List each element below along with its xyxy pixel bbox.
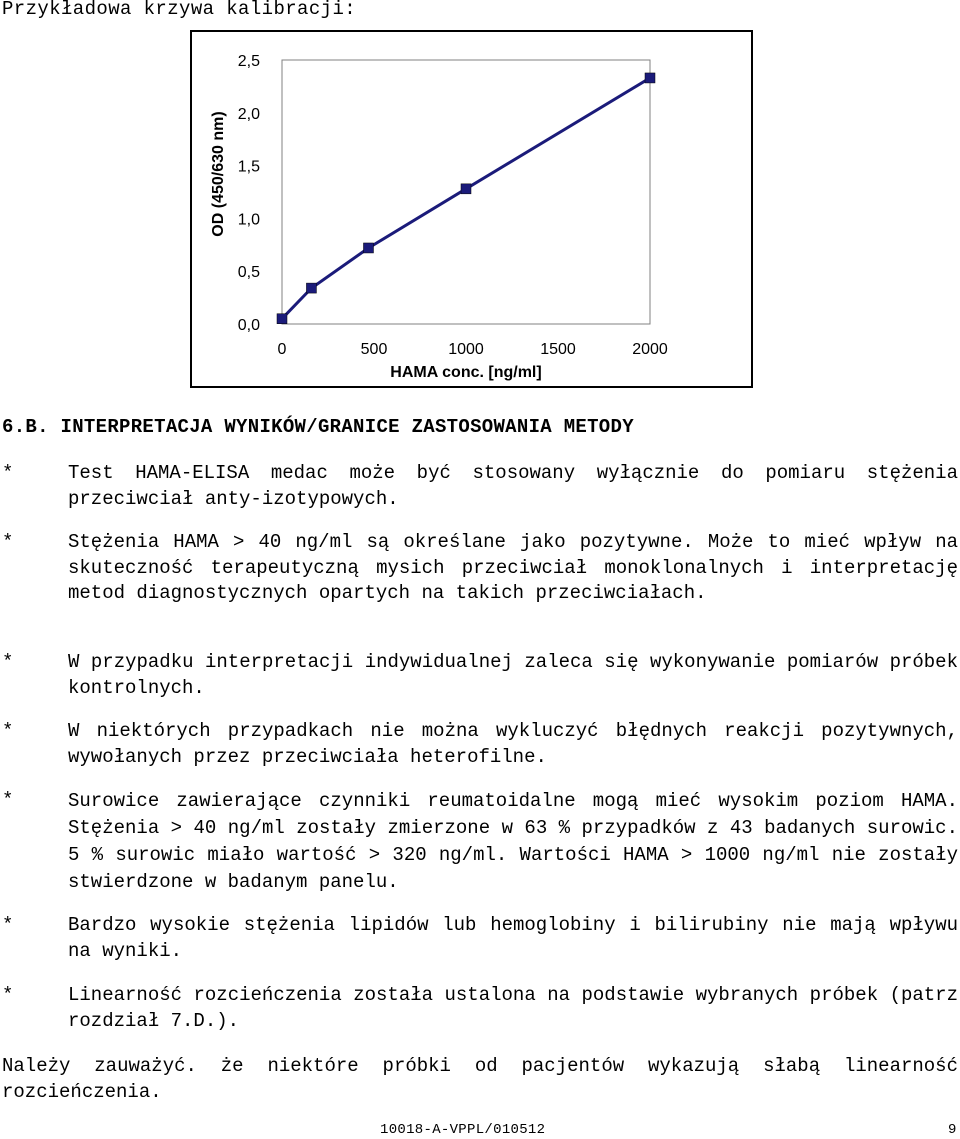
x-tick-label: 500 <box>360 341 388 358</box>
data-point-marker <box>461 184 471 194</box>
bullet-marker: * <box>2 789 14 811</box>
y-tick-label: 0,5 <box>237 264 260 282</box>
chart-canvas <box>192 32 751 386</box>
bullet-marker: * <box>2 720 14 742</box>
data-point-marker <box>363 243 373 253</box>
bullet-text: Bardzo wysokie stężenia lipidów lub hemoglobiny i bilirubiny nie mają wpływu na wyniki. <box>68 914 958 962</box>
bullet-text: Stężenia HAMA > 40 ng/ml są określane jako pozytywne. Może to mieć wpływ na skuteczność terapeutyczną mysich przeciwciał monoklonalnych i interpretację metod diagnostycznych opartych na takich przeciwciałach. <box>68 531 958 604</box>
data-point-marker <box>645 73 655 83</box>
series-line <box>282 78 650 319</box>
x-tick-label: 2000 <box>632 341 668 358</box>
y-tick-label: 2,5 <box>237 53 260 70</box>
y-tick-label: 0,0 <box>237 317 260 334</box>
y-tick-label: 1,5 <box>237 158 260 176</box>
bullet-text: Test HAMA-ELISA medac może być stosowany wyłącznie do pomiaru stężenia przeciwciał anty-izotypowych. <box>68 462 958 510</box>
page-number: 9 <box>948 1122 957 1138</box>
data-point-marker <box>277 314 287 324</box>
data-point-marker <box>306 283 316 293</box>
y-tick-label: 2,0 <box>237 105 260 123</box>
bullet-text: W przypadku interpretacji indywidualnej zaleca się wykonywanie pomiarów próbek kontrolnych. <box>68 651 958 699</box>
bullet-marker: * <box>2 462 14 484</box>
bullet-marker: * <box>2 531 14 553</box>
closing-note: Należy zauważyć. że niektóre próbki od pacjentów wykazują słabą linearność rozcieńczenia. <box>2 1055 958 1103</box>
section-heading: 6.B. INTERPRETACJA WYNIKÓW/GRANICE ZASTOSOWANIA METODY <box>2 416 634 438</box>
bullet-text: Surowice zawierające czynniki reumatoidalne mogą mieć wysokim poziom HAMA. Stężenia > 40 ng/ml zostały zmierzone w 63 % przypadków z 43 badanych surowic. 5 % surowic miało wartość > 320 ng/ml. Wartości HAMA > 1000 ng/ml nie zostały stwierdzone w badanym panelu. <box>68 790 958 893</box>
calibration-chart <box>190 30 753 388</box>
document-code: 10018-A-VPPL/010512 <box>380 1122 546 1138</box>
bullet-marker: * <box>2 984 14 1006</box>
x-tick-label: 1500 <box>540 341 576 358</box>
y-tick-label: 1,0 <box>237 211 260 229</box>
bullet-text: W niektórych przypadkach nie można wykluczyć błędnych reakcji pozytywnych, wywołanych przez przeciwciała heterofilne. <box>68 720 958 768</box>
x-tick-label: 0 <box>277 341 287 358</box>
y-axis-title: OD (450/630 nm) <box>210 111 227 237</box>
intro-label: Przykładowa krzywa kalibracji: <box>2 0 357 20</box>
bullet-text: Linearność rozcieńczenia została ustalona na podstawie wybranych próbek (patrz rozdział 7.D.). <box>68 984 958 1032</box>
x-axis-title: HAMA conc. [ng/ml] <box>390 364 542 381</box>
bullet-marker: * <box>2 914 14 936</box>
bullet-marker: * <box>2 651 14 673</box>
x-tick-label: 1000 <box>448 341 484 358</box>
